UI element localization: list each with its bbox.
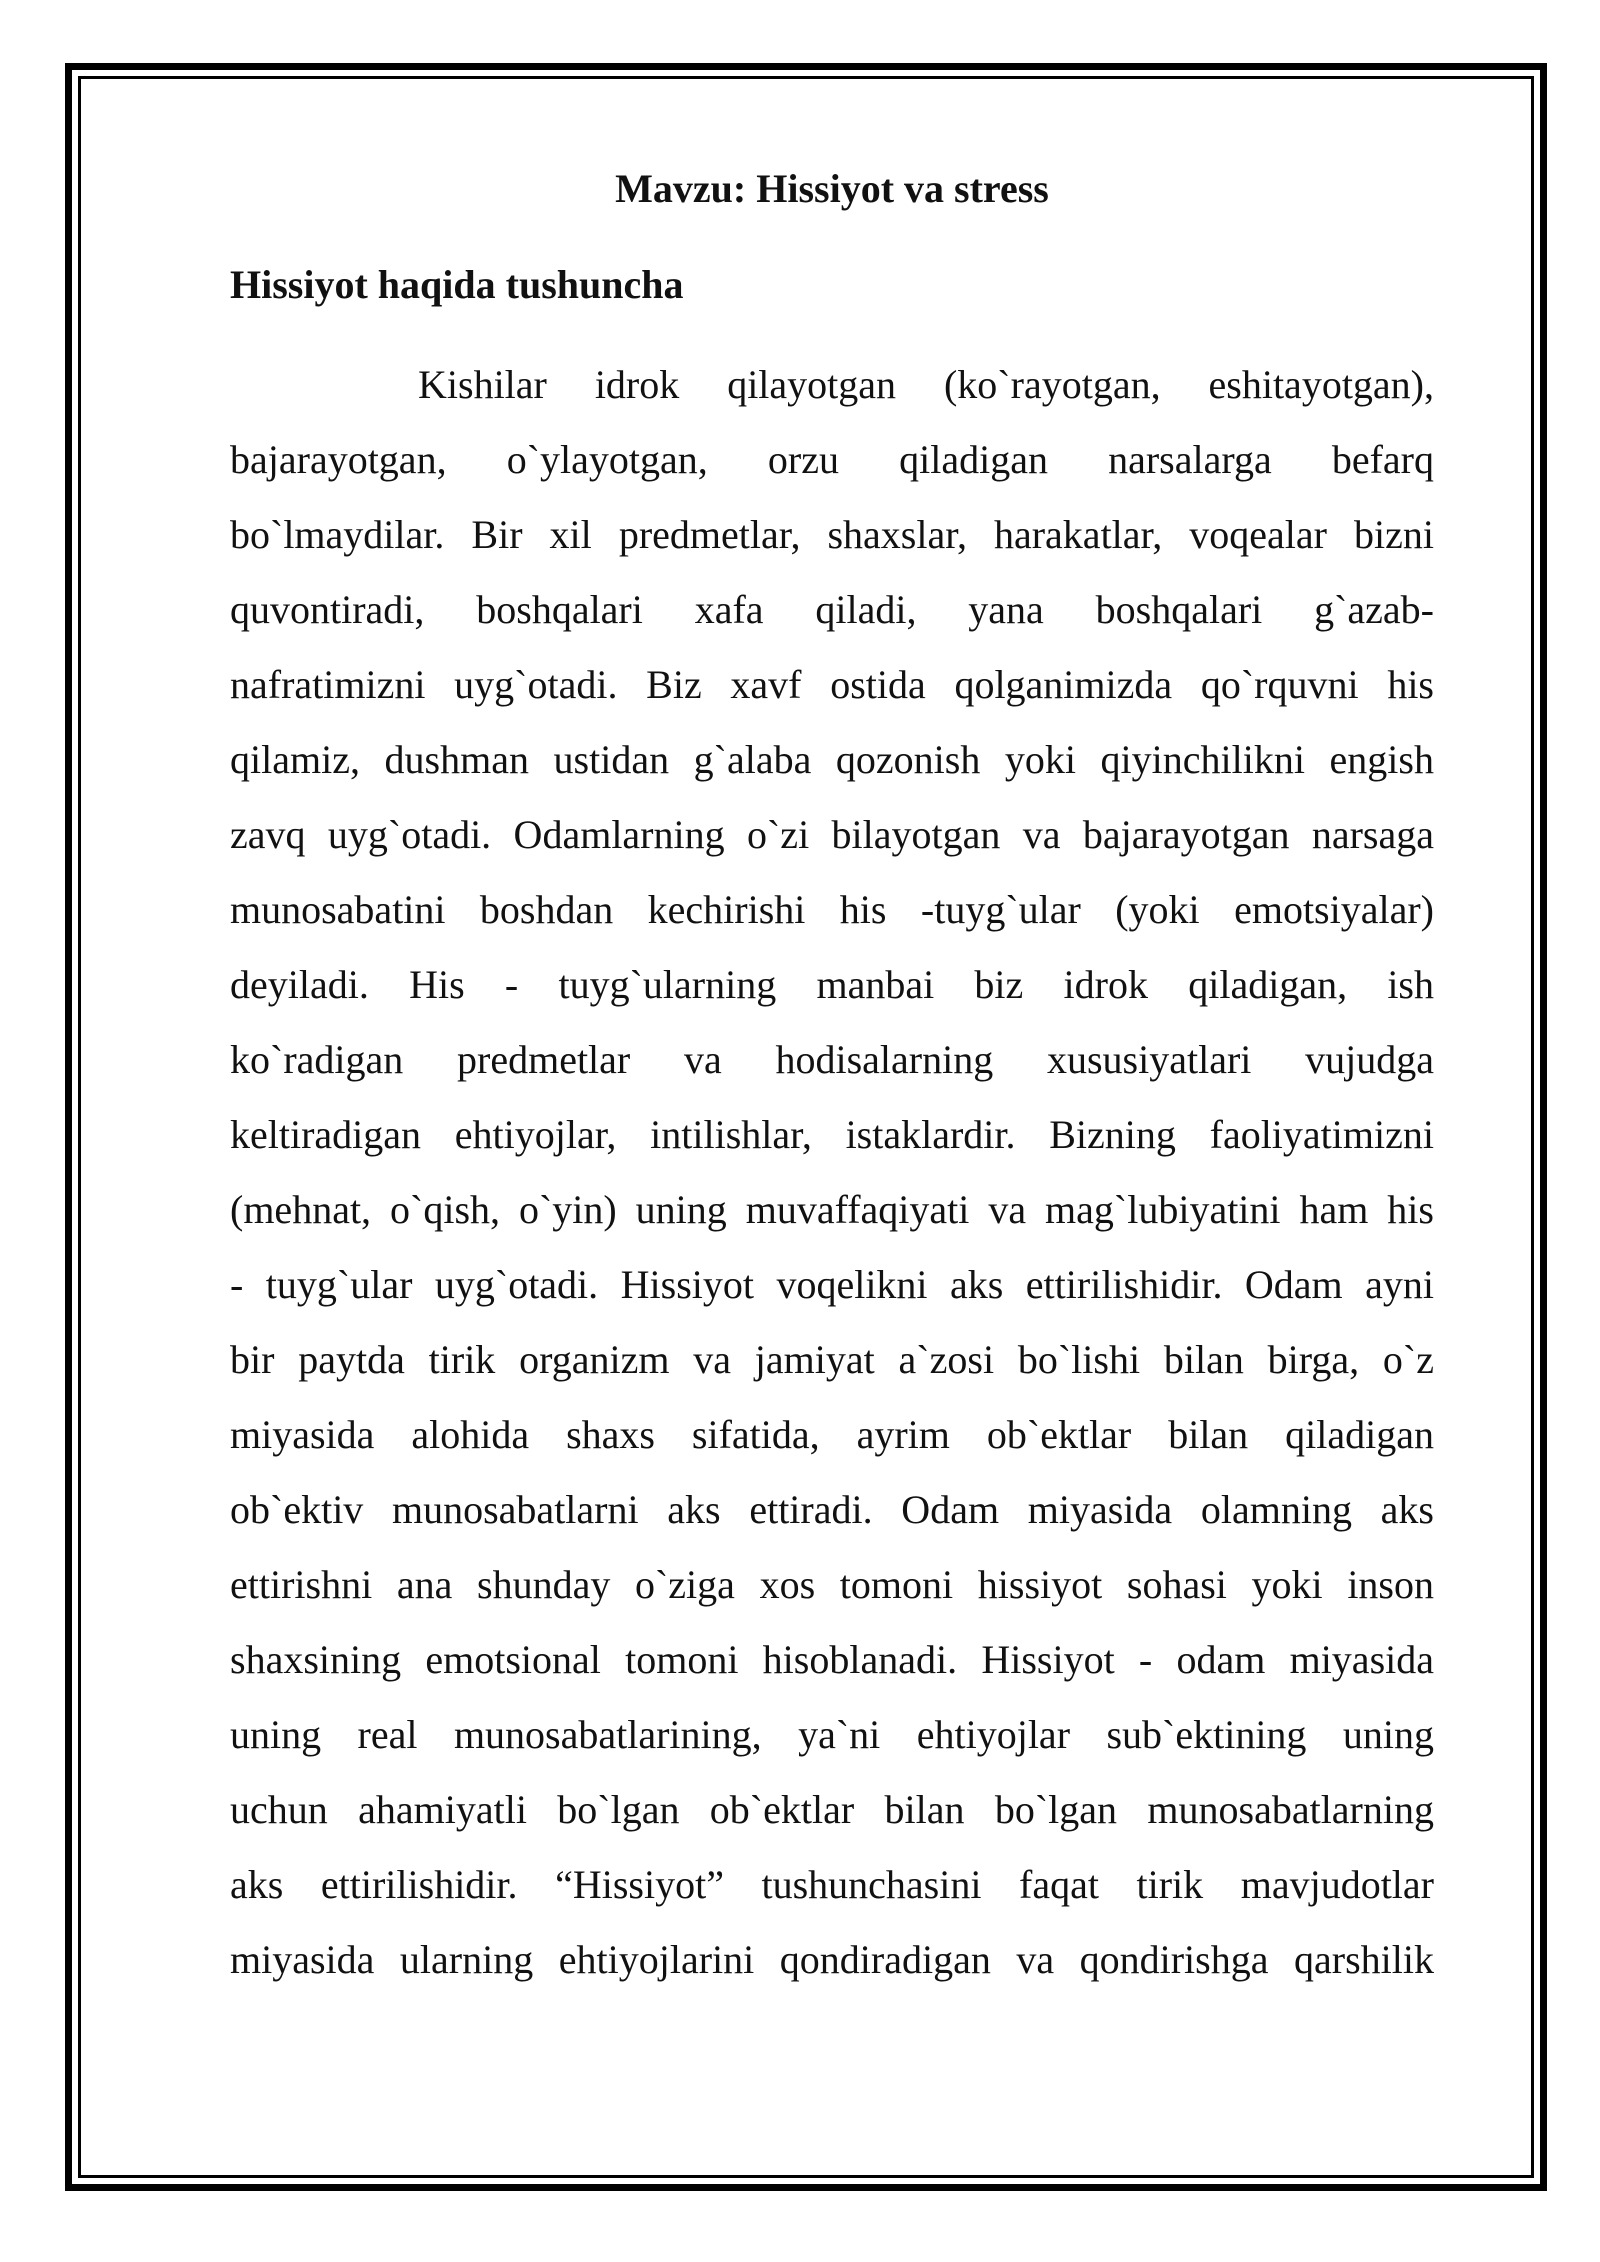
paragraph-line: bo`lmaydilar. Bir xil predmetlar, shaxslar, harakatlar, voqealar bizni (230, 512, 1434, 557)
paragraph-line: qilamiz, dushman ustidan g`alaba qozonish yoki qiyinchilikni engish (230, 737, 1434, 782)
body-paragraph (230, 347, 1434, 1997)
paragraph-line: aks ettirilishidir. “Hissiyot” tushunchasini faqat tirik mavjudotlar (230, 1862, 1434, 1907)
paragraph-line: Kishilar idrok qilayotgan (ko`rayotgan, eshitayotgan), (418, 362, 1434, 407)
paragraph-line: bir paytda tirik organizm va jamiyat a`zosi bo`lishi bilan birga, o`z (230, 1337, 1434, 1382)
paragraph-line: shaxsining emotsional tomoni hisoblanadi. Hissiyot - odam miyasida (230, 1637, 1434, 1682)
paragraph-line: uning real munosabatlarining, ya`ni ehtiyojlar sub`ektining uning (230, 1712, 1434, 1757)
section-heading: Hissiyot haqida tushuncha (230, 262, 684, 307)
paragraph-line: ko`radigan predmetlar va hodisalarning xususiyatlari vujudga (230, 1037, 1434, 1082)
paragraph-line: munosabatini boshdan kechirishi his -tuyg`ular (yoki emotsiyalar) (230, 887, 1434, 932)
paragraph-line: uchun ahamiyatli bo`lgan ob`ektlar bilan bo`lgan munosabatlarning (230, 1787, 1434, 1832)
paragraph-line: nafratimizni uyg`otadi. Biz xavf ostida qolganimizda qo`rquvni his (230, 662, 1434, 707)
paragraph-line: miyasida ularning ehtiyojlarini qondiradigan va qondirishga qarshilik (230, 1937, 1434, 1982)
paragraph-line: bajarayotgan, o`ylayotgan, orzu qiladigan narsalarga befarq (230, 437, 1434, 482)
paragraph-line: (mehnat, o`qish, o`yin) uning muvaffaqiyati va mag`lubiyatini ham his (230, 1187, 1434, 1232)
topic-title: Mavzu: Hissiyot va stress (615, 166, 1049, 211)
paragraph-line: ob`ektiv munosabatlarni aks ettiradi. Odam miyasida olamning aks (230, 1487, 1434, 1532)
document-content (230, 165, 1434, 1997)
paragraph-line: miyasida alohida shaxs sifatida, ayrim ob`ektlar bilan qiladigan (230, 1412, 1434, 1457)
paragraph-line: ettirishni ana shunday o`ziga xos tomoni hissiyot sohasi yoki inson (230, 1562, 1434, 1607)
paragraph-line: keltiradigan ehtiyojlar, intilishlar, istaklardir. Bizning faoliyatimizni (230, 1112, 1434, 1157)
paragraph-line: zavq uyg`otadi. Odamlarning o`zi bilayotgan va bajarayotgan narsaga (230, 812, 1434, 857)
paragraph-line: deyiladi. His - tuyg`ularning manbai biz idrok qiladigan, ish (230, 962, 1434, 1007)
paragraph-line: quvontiradi, boshqalari xafa qiladi, yana boshqalari g`azab- (230, 587, 1434, 632)
paragraph-line: - tuyg`ular uyg`otadi. Hissiyot voqelikni aks ettirilishidir. Odam ayni (230, 1262, 1434, 1307)
